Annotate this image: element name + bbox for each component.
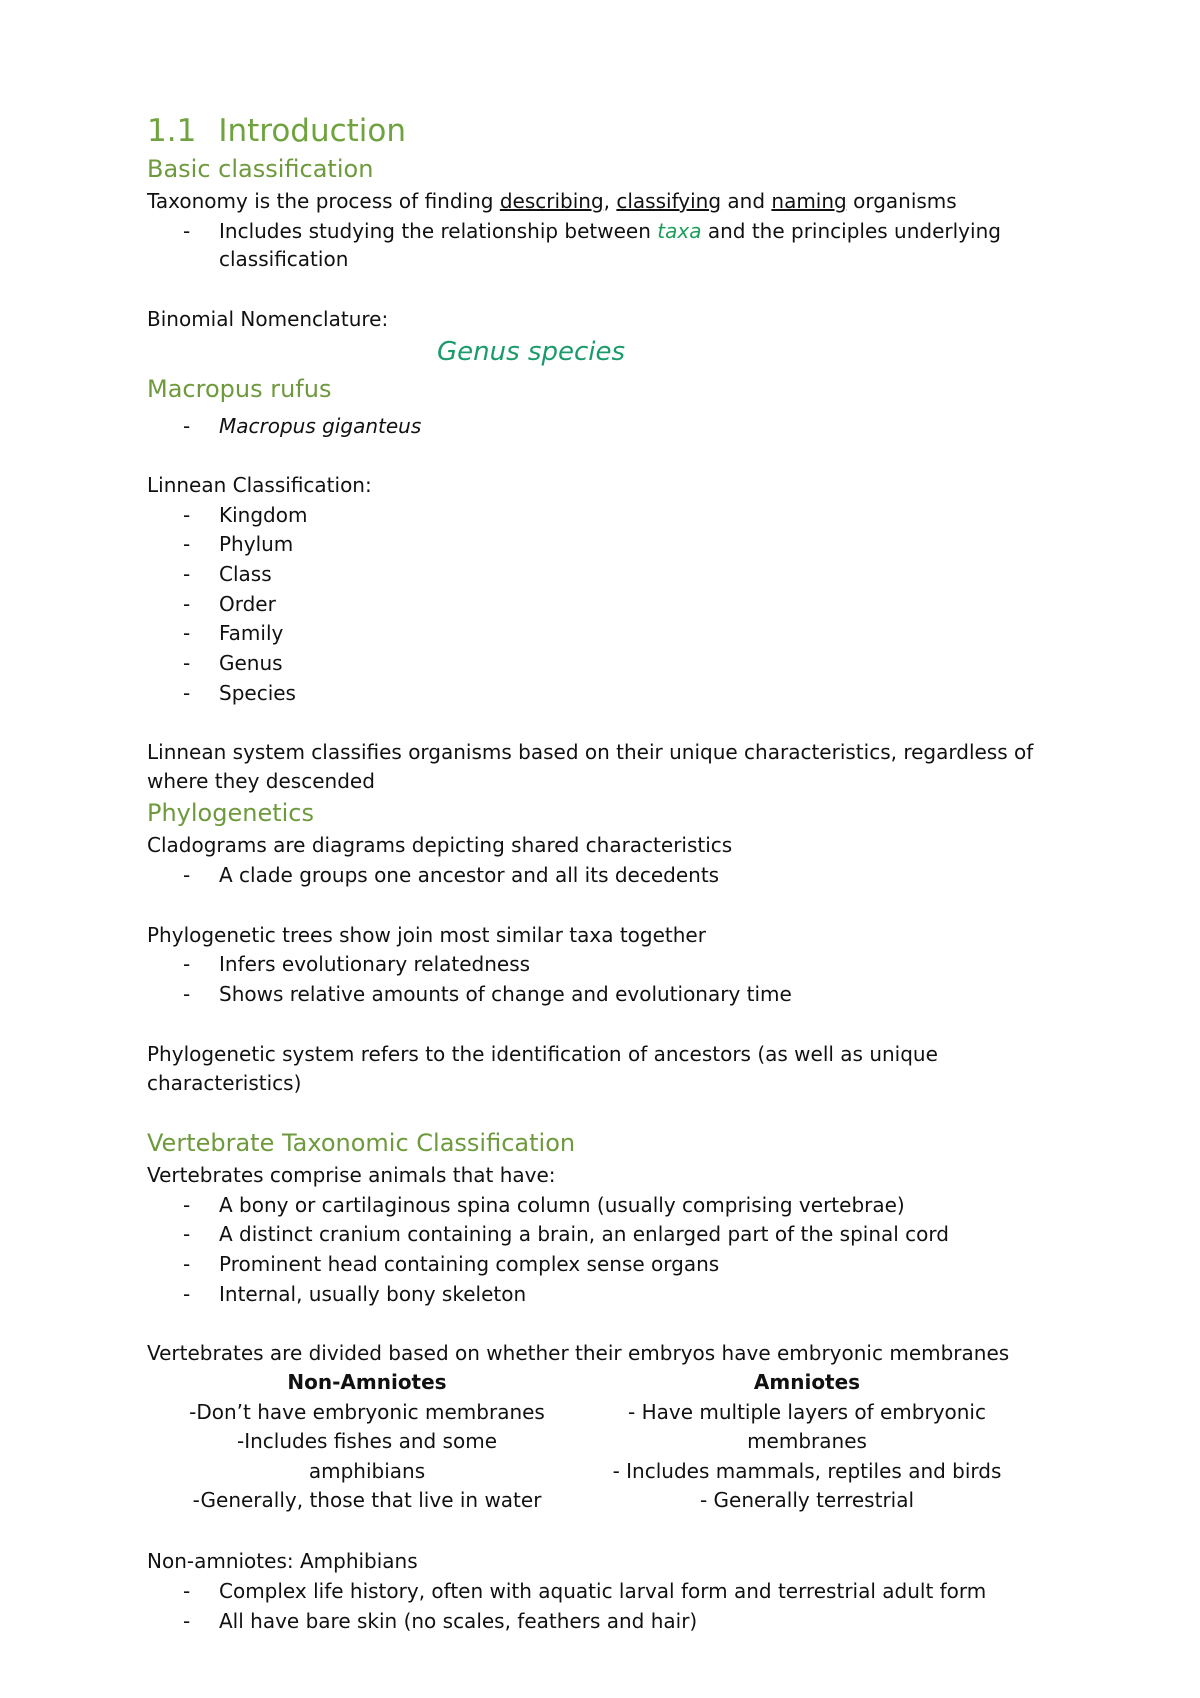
binomial-label: Binomial Nomenclature: — [147, 307, 389, 331]
non-amniotes-title: Non-Amniotes — [287, 1370, 447, 1394]
vertebrates-intro: Vertebrates comprise animals that have: — [147, 1163, 556, 1187]
list-item: Genus — [219, 651, 283, 675]
non-amniotes-column: Non-Amniotes -Don’t have embryonic membranes -Includes fishes and some amphibians -Generally, those that live in water — [147, 1368, 587, 1516]
cladograms-text: Cladograms are diagrams depicting shared characteristics — [147, 833, 733, 857]
heading-phylogenetics: Phylogenetics — [147, 799, 314, 827]
heading-macropus-rufus: Macropus rufus — [147, 375, 332, 403]
bullet-dash: - — [183, 414, 191, 438]
amphibians-label: Non-amniotes: Amphibians — [147, 1549, 418, 1573]
section-title: Introduction — [218, 113, 407, 149]
taxonomy-definition: Taxonomy is the process of finding describing, classifying and naming organisms — [147, 189, 957, 213]
genus-species-formula: Genus species — [437, 337, 626, 367]
list-item: Species — [219, 681, 296, 705]
list-item: Kingdom — [219, 503, 308, 527]
amniotes-title: Amniotes — [753, 1370, 861, 1394]
bullet-dash: - — [183, 219, 191, 243]
linnean-system-text-cont: where they descended — [147, 769, 375, 793]
phylo-system-text-cont: characteristics) — [147, 1071, 302, 1095]
linnean-label: Linnean Classification: — [147, 473, 372, 497]
section-number: 1.1 — [147, 113, 197, 149]
taxa-term: taxa — [657, 219, 702, 243]
amniotes-column: Amniotes - Have multiple layers of embryonic membranes - Includes mammals, reptiles and birds - Generally terrestrial — [572, 1368, 1042, 1516]
linnean-system-text: Linnean system classifies organisms based on their unique characteristics, regardless of — [147, 740, 1034, 764]
heading-vertebrate-classification: Vertebrate Taxonomic Classification — [147, 1129, 576, 1157]
list-item: Phylum — [219, 532, 294, 556]
list-item: Family — [219, 621, 284, 645]
heading-basic-classification: Basic classification — [147, 155, 374, 183]
list-item: Class — [219, 562, 272, 586]
section-heading-introduction — [147, 113, 406, 149]
list-item: Order — [219, 592, 276, 616]
phylo-trees-text: Phylogenetic trees show join most similar taxa together — [147, 923, 706, 947]
phylo-system-text: Phylogenetic system refers to the identification of ancestors (as well as unique — [147, 1042, 938, 1066]
vertebrates-divided-text: Vertebrates are divided based on whether their embryos have embryonic membranes — [147, 1341, 1010, 1365]
